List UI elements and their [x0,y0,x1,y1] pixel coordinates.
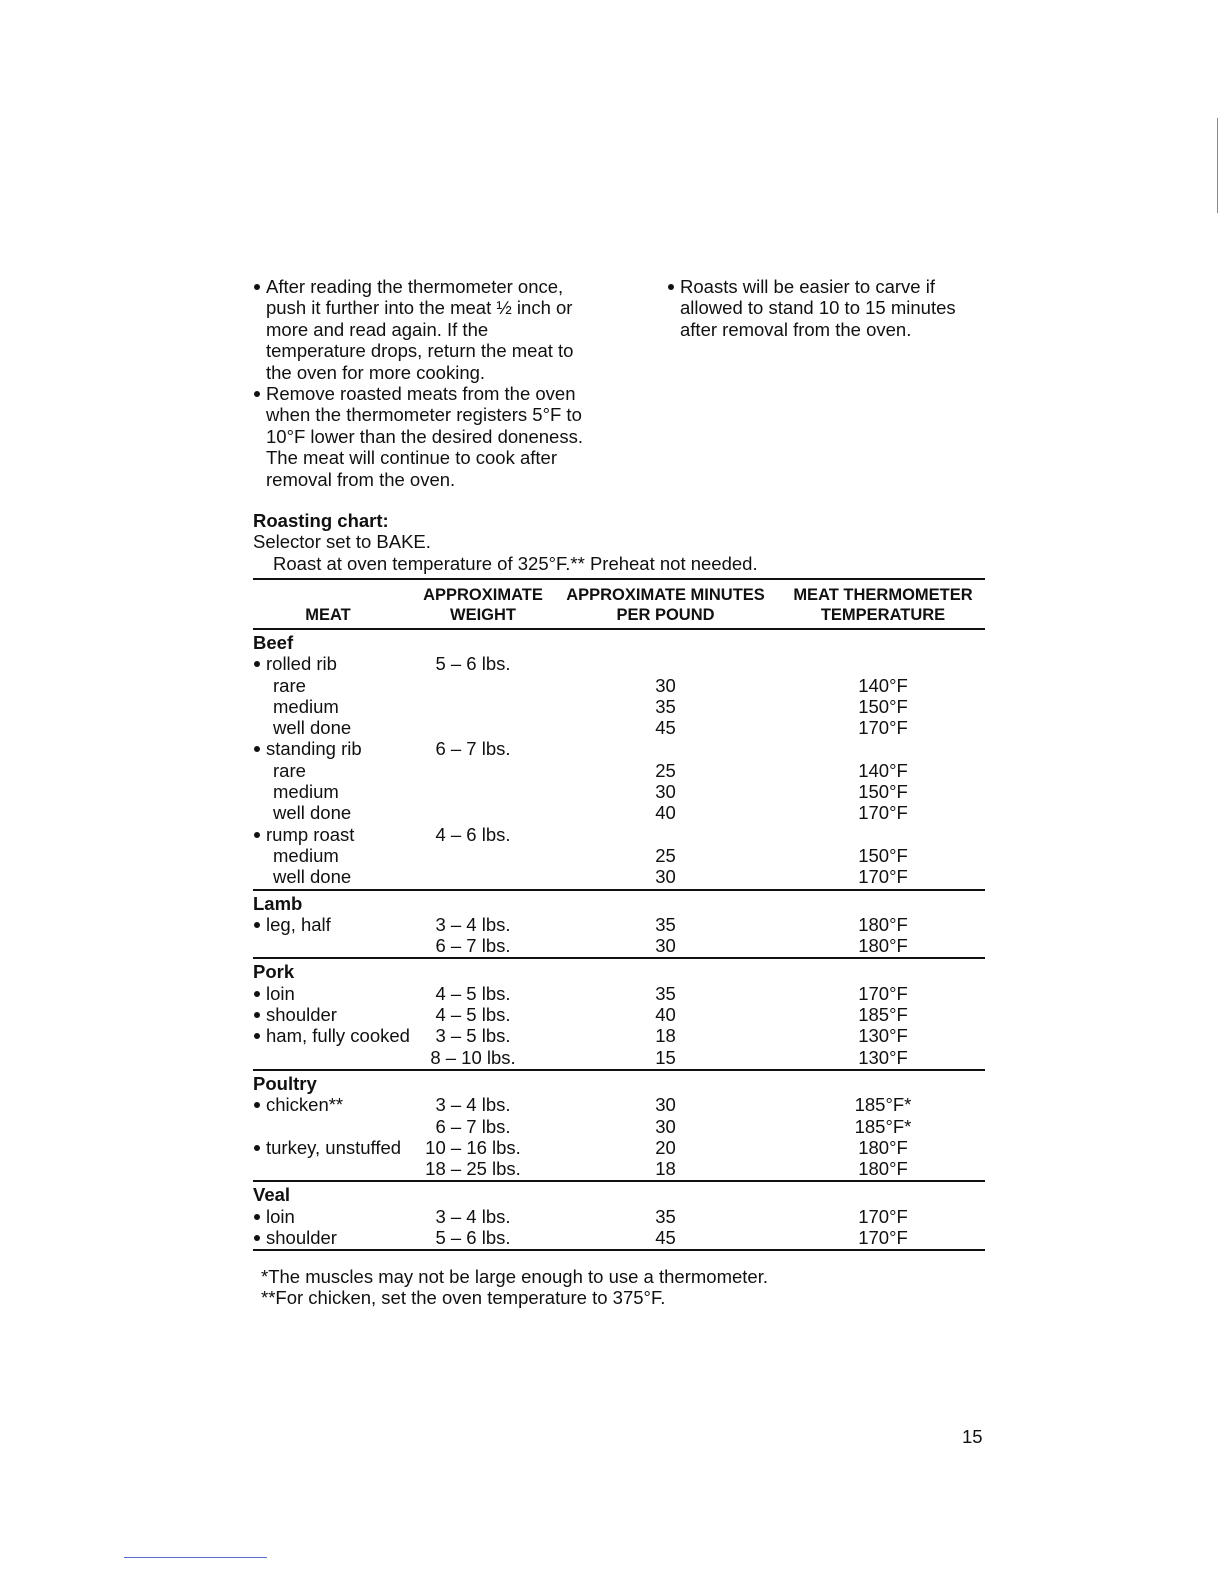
weight-cell: 10 – 16 lbs. [425,1136,521,1158]
temperature-cell: 150°F [858,844,908,866]
temperature-cell: 180°F [858,1136,908,1158]
group-title: Lamb [253,892,303,914]
temperature-cell: 130°F [858,1046,908,1068]
meat-group [253,1182,985,1251]
temperature-cell: 170°F [858,982,908,1004]
table-row [253,738,985,759]
roasting-table [253,578,985,1251]
minutes-cell: 45 [655,1227,676,1249]
temperature-cell: 130°F [858,1025,908,1047]
table-row [253,1116,985,1137]
table-body [253,630,985,1251]
minutes-cell: 18 [655,1025,676,1047]
table-row [253,781,985,802]
table-row [253,983,985,1004]
table-row [253,696,985,717]
table-row [253,866,985,887]
meat-cut: medium [273,695,339,717]
table-row [253,845,985,866]
minutes-cell: 40 [655,1004,676,1026]
minutes-cell: 35 [655,1205,676,1227]
header-weight [413,585,553,625]
temperature-cell: 150°F [858,781,908,803]
oven-temperature-note: Roast at oven temperature of 325°F.** Preheat not needed. [273,552,758,574]
meat-cut: rolled rib [253,653,337,674]
temperature-cell: 170°F [858,1205,908,1227]
minutes-cell: 35 [655,982,676,1004]
table-row [253,824,985,845]
meat-cut: leg, half [253,914,331,935]
minutes-cell: 30 [655,1115,676,1137]
minutes-cell: 30 [655,935,676,957]
table-row [253,1137,985,1158]
meat-cut: ham, fully cooked [253,1025,410,1046]
meat-cut: loin [253,983,295,1004]
minutes-cell: 15 [655,1046,676,1068]
footnote-thermometer: *The muscles may not be large enough to use a thermometer. [261,1266,768,1287]
table-row [253,1047,985,1068]
weight-cell: 5 – 6 lbs. [435,653,511,675]
footnotes [253,1266,768,1309]
minutes-cell: 40 [655,802,676,824]
minutes-cell: 30 [655,1094,676,1116]
minutes-cell: 35 [655,695,676,717]
intro-bullet: Remove roasted meats from the oven when the thermometer registers 5°F to 10°F lower than the desired doneness. The meat will continue to cook after removal from the oven. [253,383,593,490]
table-row [253,914,985,935]
temperature-cell: 185°F [858,1004,908,1026]
table-row [253,935,985,956]
table-row [253,653,985,674]
weight-cell: 4 – 5 lbs. [435,1004,511,1026]
meat-cut: loin [253,1206,295,1227]
weight-cell: 8 – 10 lbs. [430,1046,516,1068]
meat-cut: medium [273,781,339,803]
table-row [253,1004,985,1025]
table-row [253,1206,985,1227]
page-number: 15 [962,1426,983,1447]
footnote-chicken: **For chicken, set the oven temperature to 375°F. [261,1287,666,1309]
intro-left-column [253,276,593,490]
meat-cut: turkey, unstuffed [253,1137,401,1158]
table-row [253,760,985,781]
selector-note: Selector set to BAKE. [253,531,431,553]
meat-cut: rump roast [253,824,354,845]
meat-cut: rare [273,759,306,781]
meat-cut: shoulder [253,1004,337,1025]
weight-cell: 3 – 4 lbs. [435,1205,511,1227]
header-thermometer [781,585,985,625]
temperature-cell: 150°F [858,695,908,717]
temperature-cell: 180°F [858,935,908,957]
meat-cut: standing rib [253,738,362,759]
minutes-cell: 30 [655,674,676,696]
minutes-cell: 30 [655,781,676,803]
table-row [253,802,985,823]
weight-cell: 6 – 7 lbs. [435,935,511,957]
bottom-rule [124,1557,267,1558]
header-thermometer-line2: TEMPERATURE [820,606,946,624]
weight-cell: 3 – 4 lbs. [435,1094,511,1116]
meat-cut: rare [273,674,306,696]
weight-cell: 18 – 25 lbs. [425,1158,521,1180]
temperature-cell: 170°F [858,1227,908,1249]
weight-cell: 4 – 5 lbs. [435,982,511,1004]
group-title: Poultry [253,1072,317,1094]
temperature-cell: 185°F* [854,1115,912,1137]
meat-cut: shoulder [253,1227,337,1248]
group-title: Pork [253,961,295,983]
meat-group [253,1071,985,1182]
header-minutes-line2: PER POUND [616,606,715,624]
meat-cut: well done [273,866,352,888]
meat-group [253,630,985,891]
meat-group [253,891,985,960]
table-row [253,1025,985,1046]
header-weight-line2: WEIGHT [450,606,516,624]
meat-cut: medium [273,844,339,866]
chart-title: Roasting chart: [253,510,389,531]
minutes-cell: 35 [655,913,676,935]
meat-cut: well done [273,717,352,739]
meat-cut: chicken** [253,1094,343,1115]
table-row [253,675,985,696]
group-title: Veal [253,1184,291,1206]
temperature-cell: 170°F [858,802,908,824]
table-header [253,580,985,630]
weight-cell: 5 – 6 lbs. [435,1227,511,1249]
minutes-cell: 18 [655,1158,676,1180]
table-row [253,1094,985,1115]
weight-cell: 3 – 5 lbs. [435,1025,511,1047]
minutes-cell: 20 [655,1136,676,1158]
temperature-cell: 180°F [858,1158,908,1180]
table-row [253,1158,985,1179]
header-minutes [558,585,773,625]
table-row [253,717,985,738]
header-meat: MEAT [305,606,351,624]
temperature-cell: 140°F [858,674,908,696]
intro-right-column [667,276,987,340]
group-title: Beef [253,632,294,653]
temperature-cell: 170°F [858,717,908,739]
intro-bullet: Roasts will be easier to carve if allowed to stand 10 to 15 minutes after removal from the oven. [667,276,987,340]
intro-bullet: After reading the thermometer once, push it further into the meat ½ inch or more and read again. If the temperature drops, return the meat to the oven for more cooking. [253,276,593,383]
minutes-cell: 30 [655,866,676,888]
header-weight-line1: APPROXIMATE [423,586,543,604]
header-minutes-line1: APPROXIMATE MINUTES [566,586,765,604]
scan-edge-mark [1217,118,1218,213]
weight-cell: 6 – 7 lbs. [435,1115,511,1137]
table-row [253,1227,985,1248]
minutes-cell: 25 [655,844,676,866]
meat-group [253,959,985,1070]
temperature-cell: 140°F [858,759,908,781]
weight-cell: 4 – 6 lbs. [435,823,511,845]
weight-cell: 3 – 4 lbs. [435,913,511,935]
temperature-cell: 180°F [858,913,908,935]
meat-cut: well done [273,802,352,824]
weight-cell: 6 – 7 lbs. [435,738,511,760]
header-thermometer-line1: MEAT THERMOMETER [793,586,973,604]
minutes-cell: 25 [655,759,676,781]
minutes-cell: 45 [655,717,676,739]
temperature-cell: 185°F* [854,1094,912,1116]
temperature-cell: 170°F [858,866,908,888]
roasting-chart-heading [253,510,993,574]
